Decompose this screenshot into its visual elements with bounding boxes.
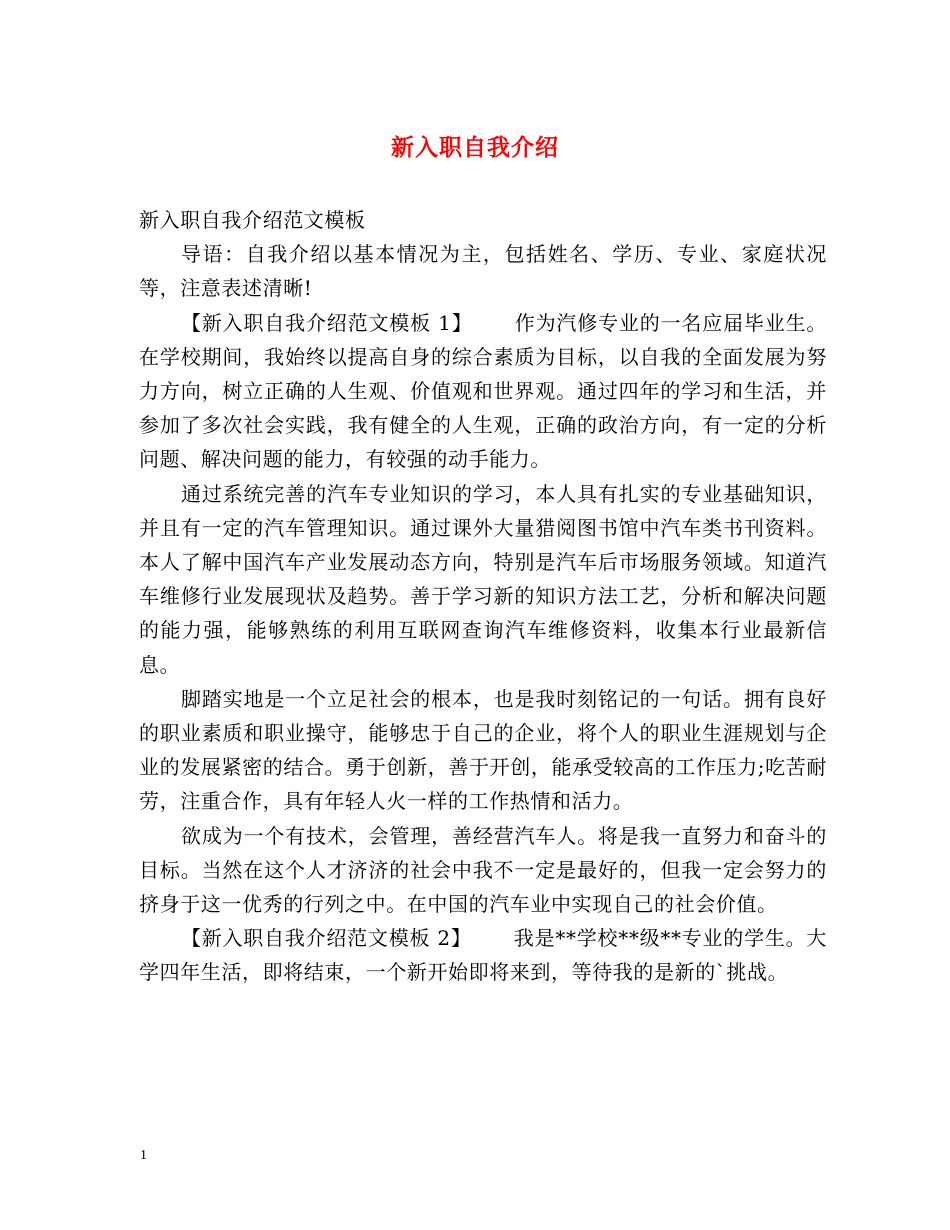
body-paragraph: 欲成为一个有技术，会管理，善经营汽车人。将是我一直努力和奋斗的目标。当然在这个人才济济的社会中我不一定是最好的，但我一定会努力的挤身于这一优秀的行列之中。在中国的汽车业中实现自己的社会价值。 bbox=[139, 823, 827, 917]
document-subtitle: 新入职自我介绍范文模板 bbox=[139, 208, 366, 232]
section-2-lead-text: 我是**学校**级**专业的学生。大学四年生活，即将结束，一个新开始即将来到，等待我的是新的`挑战。 bbox=[139, 926, 827, 985]
section-1-lead-text: 作为汽修专业的一名应届毕业生。在学校期间，我始终以提高自身的综合素质为目标，以自我的全面发展为努力方向，树立正确的人生观、价值观和世界观。通过四年的学习和生活，并参加了多次社会实践，我有健全的人生观，正确的政治方向，有一定的分析问题、解决问题的能力，有较强的动手能力。 bbox=[139, 310, 827, 472]
section-2-heading: 【新入职自我介绍范文模板 2】 bbox=[181, 926, 472, 951]
document-title: 新入职自我介绍 bbox=[391, 134, 559, 161]
intro-paragraph: 导语：自我介绍以基本情况为主，包括姓名、学历、专业、家庭状况等，注意表述清晰! bbox=[139, 242, 827, 301]
page-number: 1 bbox=[140, 1148, 147, 1163]
body-paragraph: 脚踏实地是一个立足社会的根本，也是我时刻铭记的一句话。拥有良好的职业素质和职业操守，能够忠于自己的企业，将个人的职业生涯规划与企业的发展紧密的结合。勇于创新，善于开创，能承受较高的工作压力;吃苦耐劳，注重合作，具有年轻人火一样的工作热情和活力。 bbox=[139, 686, 827, 814]
section-2-lead-paragraph bbox=[139, 921, 827, 989]
document-body bbox=[139, 203, 827, 990]
body-paragraph: 通过系统完善的汽车专业知识的学习，本人具有扎实的专业基础知识，并且有一定的汽车管理知识。通过课外大量猎阅图书馆中汽车类书刊资料。本人了解中国汽车产业发展动态方向，特别是汽车后市场服务领域。知道汽车维修行业发展现状及趋势。善于学习新的知识方法工艺，分析和解决问题的能力强，能够熟练的利用互联网查询汽车维修资料，收集本行业最新信息。 bbox=[139, 481, 827, 677]
section-1-lead-paragraph bbox=[139, 306, 827, 477]
section-1-heading: 【新入职自我介绍范文模板 1】 bbox=[181, 310, 473, 335]
